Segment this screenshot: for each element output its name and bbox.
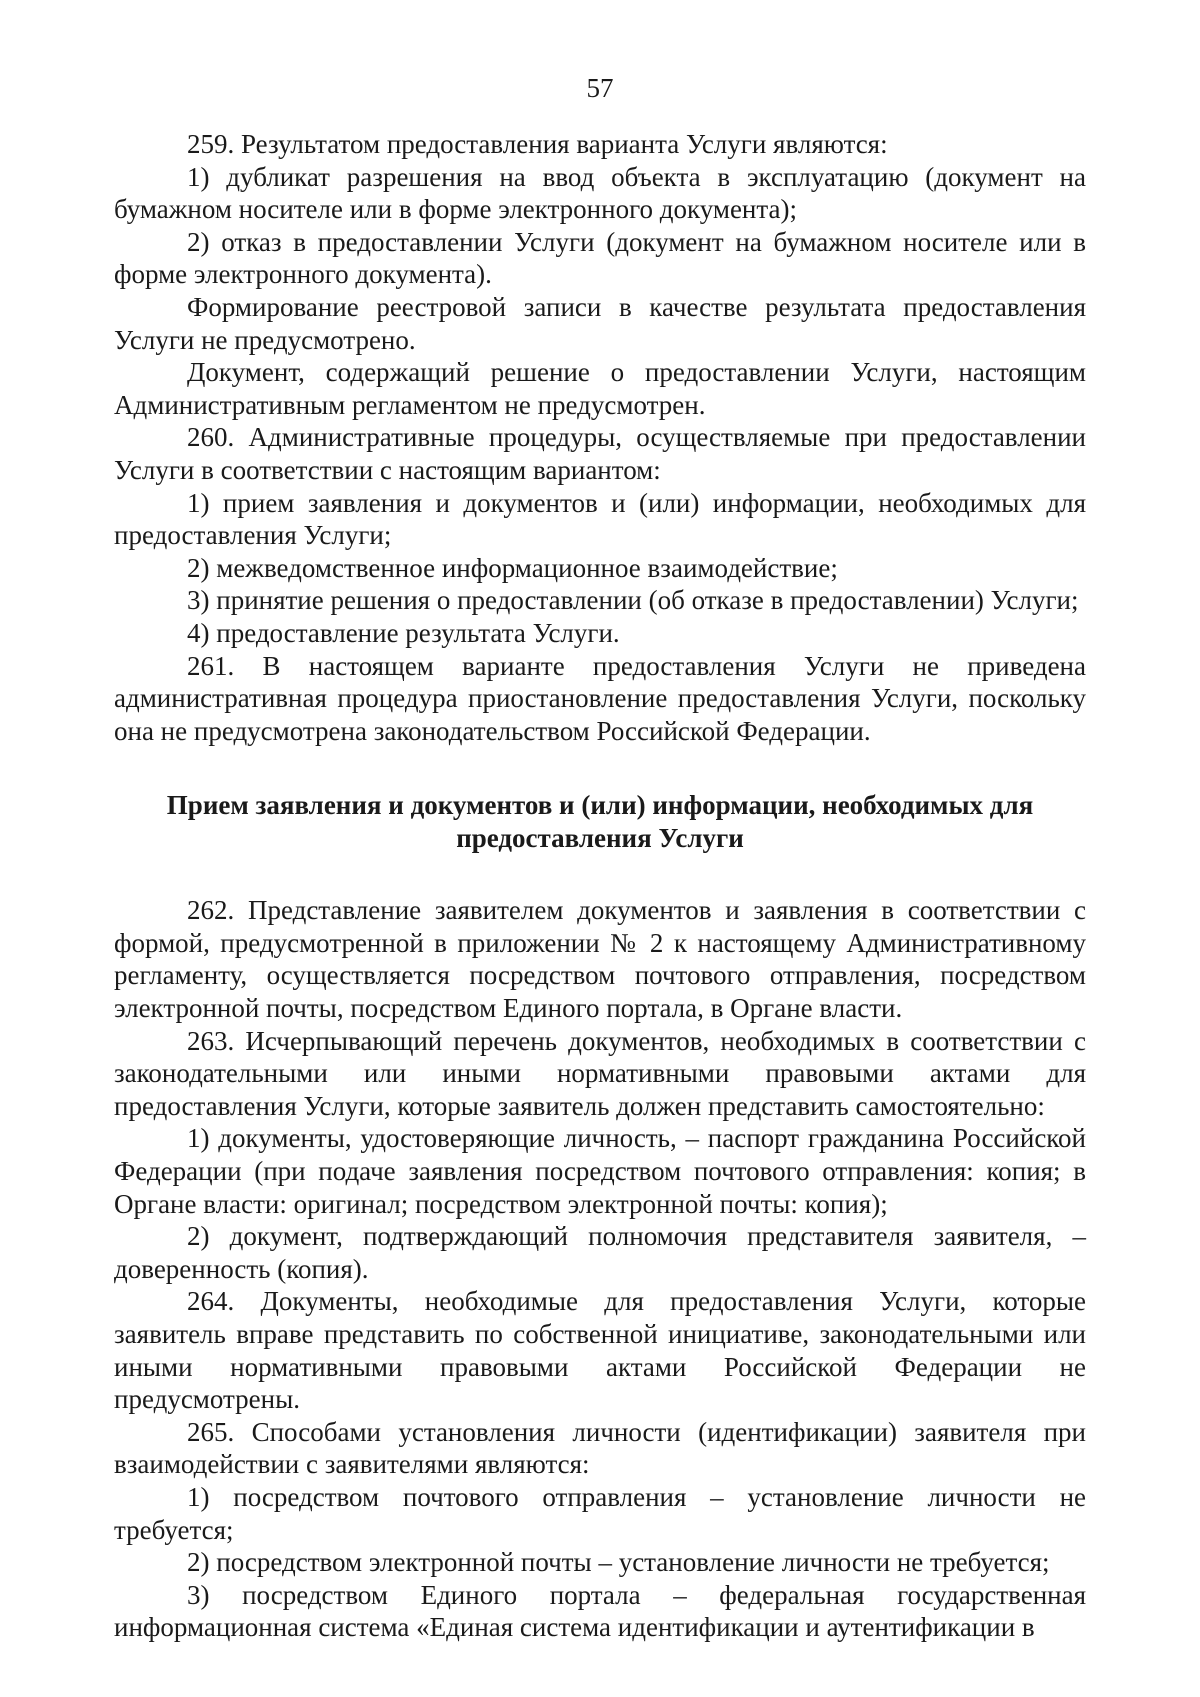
paragraph-260-item-4: 4) предоставление результата Услуги. — [187, 617, 620, 648]
section-heading-line-2: предоставления Услуги — [456, 823, 744, 854]
paragraph-265: 265. Способами установления личности (идентификации) заявителя при взаимодействии с заявителями являются: — [114, 1416, 1086, 1480]
paragraph-259-item-2: 2) отказ в предоставлении Услуги (документ на бумажном носителе или в форме электронного документа). — [114, 226, 1086, 290]
paragraph-263-item-2: 2) документ, подтверждающий полномочия представителя заявителя, – доверенность (копия). — [114, 1221, 1086, 1284]
paragraph-259-item-1: 1) дубликат разрешения на ввод объекта в эксплуатацию (документ на бумажном носителе или в форме электронного документа); — [114, 161, 1086, 225]
paragraph-260: 260. Административные процедуры, осуществляемые при предоставлении Услуги в соответствии с настоящим вариантом: — [114, 422, 1086, 485]
paragraph-259: 259. Результатом предоставления варианта Услуги являются: — [187, 129, 888, 159]
paragraph-262: 262. Представление заявителем документов и заявления в соответствии с формой, предусмотренной в приложении № 2 к настоящему Административному регламенту, осуществляется посредством почтового отправления, посредством электронной почты, посредством Единого портала, в Органе власти. — [114, 895, 1086, 1024]
paragraph-260-item-3: 3) принятие решения о предоставлении (об отказе в предоставлении) Услуги; — [187, 585, 1079, 616]
paragraph-260-item-2: 2) межведомственное информационное взаимодействие; — [187, 552, 838, 583]
paragraph-261: 261. В настоящем варианте предоставления Услуги не приведена административная процедура приостановление предоставления Услуги, поскольку она не предусмотрена законодательством Российской Федерации. — [114, 650, 1086, 746]
paragraph-263-item-1: 1) документы, удостоверяющие личность, – паспорт гражданина Российской Федерации (при подаче заявления посредством почтового отправления: копия; в Органе власти: оригинал; посредством электронной почты: копия); — [114, 1123, 1086, 1219]
paragraph-registry-record: Формирование реестровой записи в качестве результата предоставления Услуги не предусмотрено. — [114, 291, 1086, 355]
paragraph-265-item-2: 2) посредством электронной почты – установление личности не требуется; — [187, 1547, 1050, 1578]
section-heading-line-1: Прием заявления и документов и (или) информации, необходимых для — [166, 790, 1034, 821]
section-heading — [114, 789, 1086, 855]
paragraph-decision-document: Документ, содержащий решение о предоставлении Услуги, настоящим Административным регламентом не предусмотрен. — [114, 357, 1086, 420]
paragraph-260-item-1: 1) прием заявления и документов и (или) информации, необходимых для предоставления Услуги; — [114, 487, 1086, 551]
paragraph-265-item-3: 3) посредством Единого портала – федеральная государственная информационная система «Единая система идентификации и аутентификации в — [114, 1579, 1086, 1643]
page-number: 57 — [586, 73, 614, 103]
paragraph-264: 264. Документы, необходимые для предоставления Услуги, которые заявитель вправе представить по собственной инициативе, законодательными или иными нормативными правовыми актами Российской Федерации не предусмотрены. — [114, 1286, 1086, 1415]
paragraph-265-item-1: 1) посредством почтового отправления – установление личности не требуется; — [114, 1481, 1086, 1545]
paragraph-263: 263. Исчерпывающий перечень документов, необходимых в соответствии с законодательными или иными нормативными правовыми актами для предоставления Услуги, которые заявитель должен представить самостоятельно: — [114, 1025, 1086, 1121]
document-body — [114, 128, 1086, 1644]
